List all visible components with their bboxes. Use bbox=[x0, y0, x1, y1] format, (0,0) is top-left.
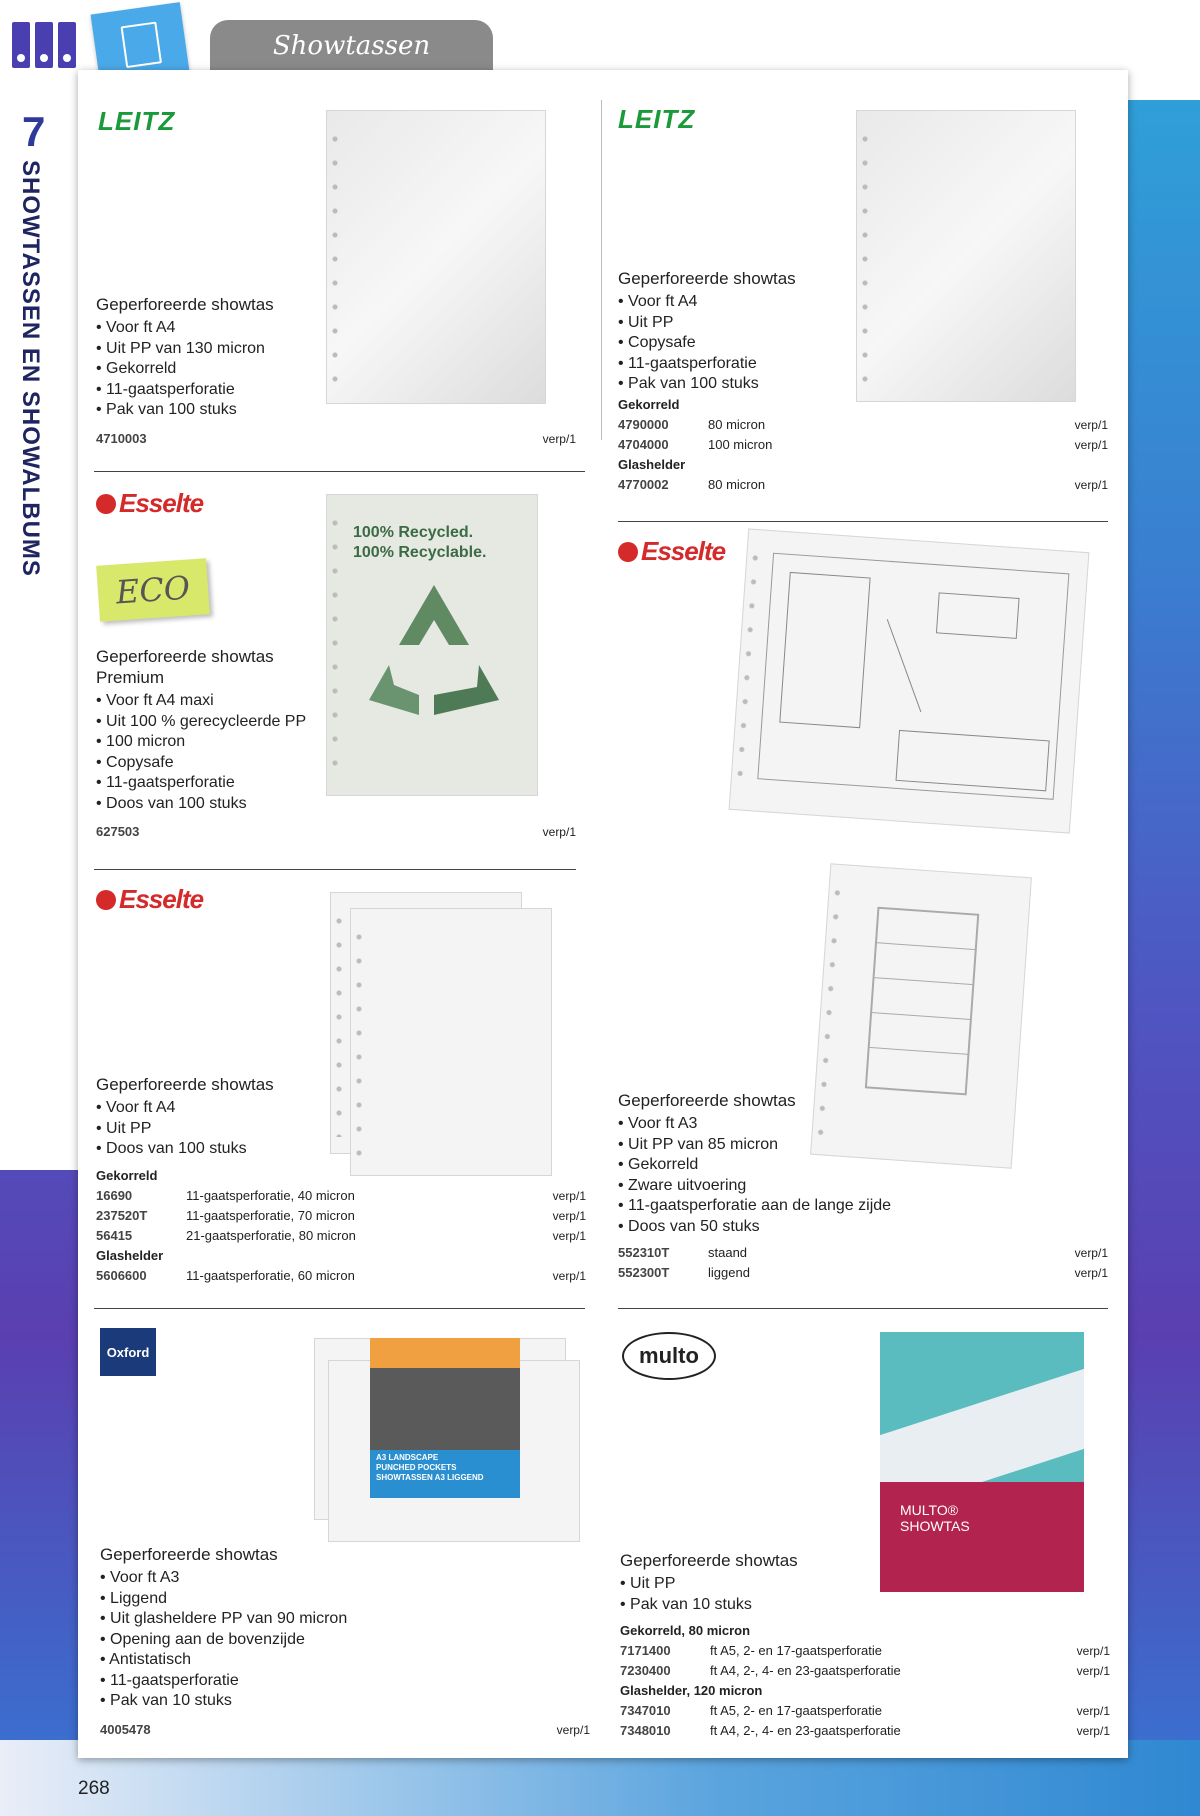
product-card bbox=[96, 1074, 586, 1286]
package-caption: A3 LANDSCAPE PUNCHED POCKETS SHOWTASSEN A3 LIGGEND bbox=[370, 1450, 520, 1498]
product-title: Geperforeerde showtas bbox=[100, 1545, 278, 1564]
feature-item: • Pak van 10 stuks bbox=[620, 1595, 1110, 1616]
feature-item: • 100 micron bbox=[96, 732, 576, 753]
feature-list bbox=[96, 1098, 586, 1160]
group-label: Gekorreld bbox=[96, 1167, 158, 1183]
group-label: Glashelder, 120 micron bbox=[620, 1683, 763, 1698]
column-divider bbox=[601, 100, 602, 440]
feature-item: • Uit PP van 130 micron bbox=[96, 339, 576, 360]
feature-item: • Opening aan de bovenzijde bbox=[100, 1630, 590, 1651]
brand-logo-leitz: LEITZ bbox=[618, 104, 696, 134]
feature-list bbox=[618, 1114, 1108, 1237]
feature-item: • Zware uitvoering bbox=[618, 1176, 1108, 1197]
feature-item: • Uit PP bbox=[618, 313, 1108, 334]
sku-row: 5606600 11-gaatsperforatie, 60 micron verp/1 bbox=[96, 1267, 586, 1283]
sku-row: 7230400 ft A4, 2-, 4- en 23-gaatsperforatie verp/1 bbox=[620, 1663, 1110, 1678]
esselte-logo-icon bbox=[618, 542, 638, 562]
oxford-package-insert bbox=[370, 1338, 520, 1498]
feature-item: • Copysafe bbox=[618, 333, 1108, 354]
group-label: Glashelder bbox=[618, 456, 686, 472]
group-label: Gekorreld bbox=[618, 396, 680, 412]
feature-item: • Uit 100 % gerecycleerde PP bbox=[96, 712, 576, 733]
brand-logo-esselte: Esselte bbox=[618, 536, 725, 567]
sku-row: 4005478 verp/1 bbox=[100, 1721, 590, 1737]
esselte-logo-icon bbox=[96, 494, 116, 514]
row-divider bbox=[94, 471, 585, 472]
sku-row: 237520T 11-gaatsperforatie, 70 micron verp/1 bbox=[96, 1207, 586, 1223]
brand-logo-esselte: Esselte bbox=[96, 884, 203, 915]
sku-row: 56415 21-gaatsperforatie, 80 micron verp/1 bbox=[96, 1227, 586, 1243]
binder-icon bbox=[12, 22, 30, 68]
feature-item: • Voor ft A3 bbox=[100, 1568, 590, 1589]
sku-row: 627503 verp/1 bbox=[96, 824, 576, 839]
feature-list bbox=[96, 318, 576, 421]
feature-item: • Uit PP van 85 micron bbox=[618, 1135, 1108, 1156]
feature-item: • Pak van 100 stuks bbox=[618, 374, 1108, 395]
product-title: Geperforeerde showtas bbox=[618, 1091, 796, 1110]
drawer-unit-illustration bbox=[845, 896, 999, 1105]
product-title: Geperforeerde showtas bbox=[620, 1551, 798, 1570]
feature-item: • Doos van 100 stuks bbox=[96, 794, 576, 815]
technical-drawing-illustration bbox=[756, 551, 1071, 801]
product-title: Geperforeerde showtas bbox=[618, 269, 796, 288]
brand-logo-leitz: LEITZ bbox=[98, 106, 176, 136]
product-card bbox=[618, 1090, 1108, 1283]
feature-item: • Doos van 50 stuks bbox=[618, 1217, 1108, 1238]
brand-logo-multo: multo bbox=[622, 1332, 716, 1380]
feature-item: • 11-gaatsperforatie aan de lange zijde bbox=[618, 1196, 1108, 1217]
brand-logo-esselte: Esselte bbox=[96, 488, 203, 519]
product-title: Geperforeerde showtas bbox=[96, 295, 274, 314]
sku-row: 4790000 80 micron verp/1 bbox=[618, 416, 1108, 432]
sku-row: 16690 11-gaatsperforatie, 40 micron verp/1 bbox=[96, 1187, 586, 1203]
sku-row: 7171400 ft A5, 2- en 17-gaatsperforatie verp/1 bbox=[620, 1643, 1110, 1658]
feature-item: • 11-gaatsperforatie bbox=[618, 354, 1108, 375]
page-number: 268 bbox=[78, 1778, 110, 1799]
sku-row: 7348010 ft A4, 2-, 4- en 23-gaatsperforatie verp/1 bbox=[620, 1723, 1110, 1738]
esselte-logo-icon bbox=[96, 890, 116, 910]
feature-item: • Pak van 10 stuks bbox=[100, 1691, 590, 1712]
feature-item: • Liggend bbox=[100, 1589, 590, 1610]
feature-list bbox=[618, 292, 1108, 395]
feature-item: • Uit PP bbox=[620, 1574, 1110, 1595]
feature-item: • 11-gaatsperforatie bbox=[96, 380, 576, 401]
image-caption: 100% Recycled. 100% Recyclable. bbox=[353, 524, 487, 561]
product-card bbox=[618, 268, 1108, 495]
section-title: SHOWTASSEN EN SHOWALBUMS bbox=[17, 160, 44, 577]
row-divider bbox=[94, 869, 576, 870]
feature-item: • Voor ft A4 maxi bbox=[96, 691, 576, 712]
feature-item: • Voor ft A4 bbox=[618, 292, 1108, 313]
sku-row: 7347010 ft A5, 2- en 17-gaatsperforatie verp/1 bbox=[620, 1703, 1110, 1718]
group-label: Gekorreld, 80 micron bbox=[620, 1623, 751, 1638]
product-card bbox=[100, 1544, 590, 1740]
row-divider bbox=[618, 521, 1108, 522]
feature-list bbox=[96, 691, 576, 814]
feature-item: • Antistatisch bbox=[100, 1650, 590, 1671]
product-card bbox=[96, 646, 576, 842]
pocket-icon bbox=[121, 22, 162, 69]
feature-list bbox=[100, 1568, 590, 1712]
feature-item: • Voor ft A3 bbox=[618, 1114, 1108, 1135]
sku-row: 552300T liggend verp/1 bbox=[618, 1265, 1108, 1280]
feature-item: • 11-gaatsperforatie bbox=[96, 773, 576, 794]
binder-icon bbox=[35, 22, 53, 68]
feature-item: • Copysafe bbox=[96, 753, 576, 774]
binder-icon-group bbox=[12, 22, 76, 68]
section-number: 7 bbox=[22, 108, 46, 155]
feature-item: • Voor ft A4 bbox=[96, 318, 576, 339]
header-tab: Showtassen bbox=[210, 20, 493, 72]
product-title: Geperforeerde showtas Premium bbox=[96, 647, 274, 687]
product-image bbox=[729, 528, 1090, 833]
sku-row: 4710003 verp/1 bbox=[96, 430, 576, 446]
feature-item: • Uit glasheldere PP van 90 micron bbox=[100, 1609, 590, 1630]
binder-icon bbox=[58, 22, 76, 68]
sku-row: 4704000 100 micron verp/1 bbox=[618, 436, 1108, 452]
row-divider bbox=[618, 1308, 1108, 1309]
feature-item: • Gekorreld bbox=[618, 1155, 1108, 1176]
feature-item: • Voor ft A4 bbox=[96, 1098, 586, 1119]
eco-badge: ECO bbox=[96, 558, 210, 622]
product-card bbox=[620, 1550, 1110, 1741]
feature-item: • Gekorreld bbox=[96, 359, 576, 380]
feature-item: • Doos van 100 stuks bbox=[96, 1139, 586, 1160]
row-divider bbox=[94, 1308, 585, 1309]
product-title: Geperforeerde showtas bbox=[96, 1075, 274, 1094]
product-card bbox=[96, 294, 576, 449]
feature-item: • Uit PP bbox=[96, 1119, 586, 1140]
group-label: Glashelder bbox=[96, 1247, 164, 1263]
product-panel bbox=[78, 70, 1128, 1758]
feature-item: • Pak van 100 stuks bbox=[96, 400, 576, 421]
feature-item: • 11-gaatsperforatie bbox=[100, 1671, 590, 1692]
cover-title: MULTO® SHOWTAS bbox=[900, 1502, 970, 1534]
sku-row: 4770002 80 micron verp/1 bbox=[618, 476, 1108, 492]
brand-logo-oxford: Oxford bbox=[100, 1328, 156, 1376]
feature-list bbox=[620, 1574, 1110, 1615]
sku-row: 552310T staand verp/1 bbox=[618, 1245, 1108, 1260]
